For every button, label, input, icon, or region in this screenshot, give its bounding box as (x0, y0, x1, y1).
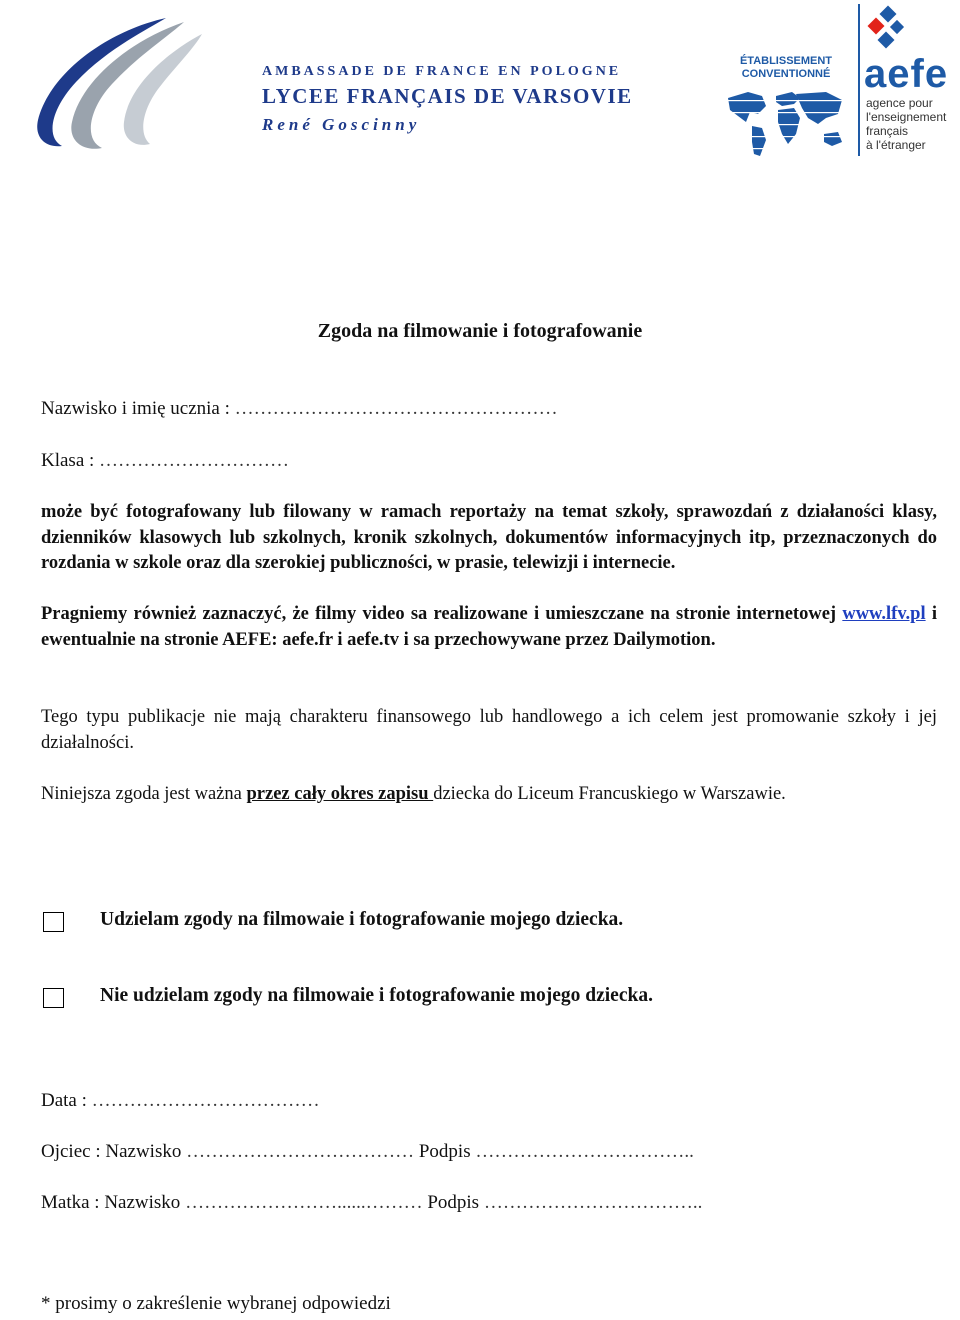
aefe-divider (858, 4, 860, 156)
student-name-field[interactable] (41, 398, 558, 420)
date-label: Data : (41, 1090, 87, 1111)
father-name-label: Ojciec : Nazwisko (41, 1141, 182, 1162)
student-name-blank[interactable]: …………………………………………… (234, 398, 558, 419)
date-blank[interactable]: ……………………………… (91, 1090, 320, 1111)
mother-field[interactable] (41, 1192, 702, 1214)
page-title: Zgoda na filmowanie i fotografowanie (317, 320, 643, 342)
school-patron: René Goscinny (262, 115, 421, 134)
consent-no-label: Nie udzielam zgody na filmowaie i fotografowanie mojego dziecka. (100, 985, 653, 1006)
student-name-label: Nazwisko i imię ucznia : (41, 398, 230, 419)
class-label: Klasa : (41, 450, 95, 471)
father-signature-blank[interactable]: …………………………….. (475, 1141, 694, 1162)
para4-text-after: dziecka do Liceum Francuskiego w Warszawie. (433, 784, 786, 804)
para2-text-before: Pragniemy również zaznaczyć, że filmy video sa realizowane i umieszczane na stronie internetowej (41, 604, 843, 624)
consent-paragraph-3: Tego typu publikacje nie mają charakteru finansowego lub handlowego a ich celem jest promowanie szkoły i jej działalności. (41, 707, 937, 753)
para4-underlined: przez cały okres zapisu (246, 784, 434, 804)
class-field[interactable] (41, 450, 289, 472)
para2-text-after: i ewentualnie na stronie AEFE: aefe.fr i aefe.tv i sa przechowywane przez Dailymotion. (41, 604, 937, 650)
school-name: LYCEE FRANÇAIS DE VARSOVIE (262, 84, 633, 108)
class-blank[interactable]: ………………………… (99, 450, 290, 471)
consent-yes-checkbox[interactable] (43, 912, 64, 932)
consent-paragraph-4 (41, 782, 937, 808)
mother-name-label: Matka : Nazwisko (41, 1192, 181, 1213)
consent-no-checkbox[interactable] (43, 988, 64, 1008)
school-website-link[interactable]: www.lfv.pl (842, 604, 926, 624)
father-field[interactable] (41, 1141, 694, 1163)
etablissement-label: ÉTABLISSEMENT CONVENTIONNÉ (739, 55, 833, 80)
father-name-blank[interactable]: ……………………………… (186, 1141, 415, 1162)
father-signature-label: Podpis (418, 1141, 471, 1162)
aefe-emblem-icon (862, 4, 912, 59)
mother-signature-blank[interactable]: …………………………….. (483, 1192, 703, 1213)
date-field[interactable] (41, 1090, 320, 1112)
footnote: * prosimy o zakreślenie wybranej odpowiedzi (41, 1293, 391, 1314)
mother-name-blank[interactable]: ……………………......……… (185, 1192, 423, 1213)
consent-paragraph-2 (41, 602, 937, 653)
mother-signature-label: Podpis (427, 1192, 480, 1213)
world-map-logo (722, 88, 850, 160)
para4-text-before: Niniejsza zgoda jest ważna (41, 784, 247, 804)
consent-paragraph-1: może być fotografowany lub filowany w ramach reportaży na temat szkoły, sprawozdań z działaności klasy, dzienników klasowych lub szkolnych, kronik szkolnych, dokumentów informacyjnych itp, przeznaczonych do rozdania w szkole oraz dla szerokiej publiczności, w prasie, telewizji i internecie. (41, 502, 937, 573)
lycee-swoosh-logo (16, 10, 206, 155)
consent-yes-label: Udzielam zgody na filmowaie i fotografowanie mojego dziecka. (100, 909, 624, 930)
aefe-subtitle: agence pour l'enseignement français à l'étranger (866, 96, 947, 152)
embassy-heading: AMBASSADE DE FRANCE EN POLOGNE (262, 64, 622, 79)
aefe-logo-text: aefe (864, 52, 949, 96)
